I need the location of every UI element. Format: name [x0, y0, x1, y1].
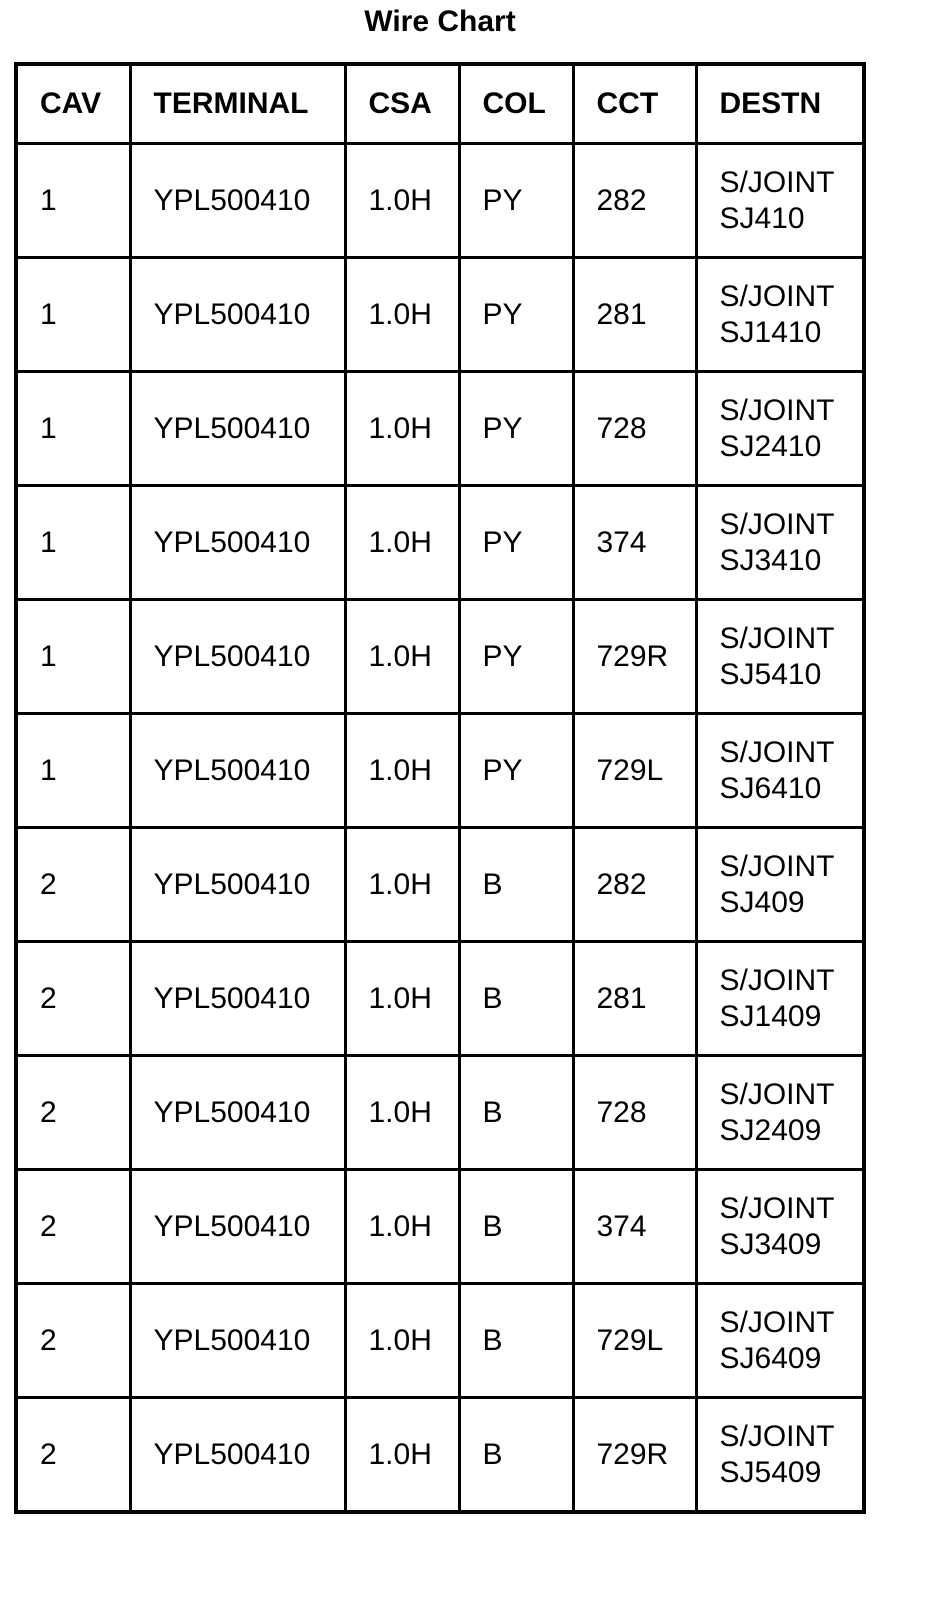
cell-cct: 729L [573, 714, 696, 828]
destn-line-1: S/JOINT [719, 735, 835, 769]
cell-cct: 729R [573, 1398, 696, 1513]
cell-destn [696, 942, 864, 1056]
cell-cav: 1 [16, 714, 130, 828]
destn-line-2: SJ410 [719, 201, 805, 235]
destn-line-1: S/JOINT [719, 963, 835, 997]
cell-col: PY [459, 486, 573, 600]
destn-line-1: S/JOINT [719, 849, 835, 883]
cell-cct: 729R [573, 600, 696, 714]
cell-destn [696, 372, 864, 486]
cell-csa: 1.0H [345, 714, 459, 828]
cell-terminal: YPL500410 [130, 1056, 345, 1170]
header-col: COL [459, 64, 573, 144]
table-row [16, 144, 864, 258]
cell-col: PY [459, 258, 573, 372]
destn-line-1: S/JOINT [719, 621, 835, 655]
cell-terminal: YPL500410 [130, 942, 345, 1056]
table-row [16, 828, 864, 942]
destn-line-1: S/JOINT [719, 1305, 835, 1339]
cell-csa: 1.0H [345, 942, 459, 1056]
cell-csa: 1.0H [345, 258, 459, 372]
table-row [16, 600, 864, 714]
cell-cav: 1 [16, 258, 130, 372]
cell-cct: 728 [573, 372, 696, 486]
table-row [16, 1398, 864, 1513]
cell-csa: 1.0H [345, 1170, 459, 1284]
cell-cav: 2 [16, 1398, 130, 1513]
cell-csa: 1.0H [345, 1056, 459, 1170]
cell-cct: 282 [573, 828, 696, 942]
cell-csa: 1.0H [345, 1284, 459, 1398]
destn-line-2: SJ6409 [719, 1341, 822, 1375]
destn-line-1: S/JOINT [719, 1419, 835, 1453]
cell-cav: 1 [16, 600, 130, 714]
cell-destn [696, 258, 864, 372]
cell-cav: 1 [16, 372, 130, 486]
destn-line-2: SJ5409 [719, 1455, 822, 1489]
cell-col: PY [459, 714, 573, 828]
cell-destn [696, 828, 864, 942]
cell-cct: 728 [573, 1056, 696, 1170]
cell-col: B [459, 942, 573, 1056]
cell-cav: 2 [16, 1056, 130, 1170]
table-row [16, 714, 864, 828]
cell-terminal: YPL500410 [130, 258, 345, 372]
destn-line-1: S/JOINT [719, 1077, 835, 1111]
destn-line-1: S/JOINT [719, 393, 835, 427]
table-row [16, 942, 864, 1056]
table-row [16, 1056, 864, 1170]
cell-cct: 282 [573, 144, 696, 258]
table-body [16, 144, 864, 1513]
cell-terminal: YPL500410 [130, 1284, 345, 1398]
destn-line-1: S/JOINT [719, 165, 835, 199]
cell-terminal: YPL500410 [130, 600, 345, 714]
cell-csa: 1.0H [345, 486, 459, 600]
destn-line-1: S/JOINT [719, 507, 835, 541]
cell-destn [696, 714, 864, 828]
cell-destn [696, 1284, 864, 1398]
table-row [16, 258, 864, 372]
cell-terminal: YPL500410 [130, 372, 345, 486]
cell-terminal: YPL500410 [130, 1170, 345, 1284]
destn-line-2: SJ2409 [719, 1113, 822, 1147]
cell-cav: 2 [16, 1284, 130, 1398]
table-row [16, 1170, 864, 1284]
destn-line-2: SJ6410 [719, 771, 822, 805]
cell-terminal: YPL500410 [130, 828, 345, 942]
cell-col: PY [459, 372, 573, 486]
cell-cav: 2 [16, 942, 130, 1056]
cell-csa: 1.0H [345, 144, 459, 258]
cell-terminal: YPL500410 [130, 144, 345, 258]
cell-terminal: YPL500410 [130, 1398, 345, 1513]
cell-destn [696, 1056, 864, 1170]
cell-cav: 2 [16, 1170, 130, 1284]
cell-col: B [459, 828, 573, 942]
cell-destn [696, 1170, 864, 1284]
page-title: Wire Chart [364, 5, 516, 38]
cell-cav: 1 [16, 144, 130, 258]
destn-line-1: S/JOINT [719, 279, 835, 313]
destn-line-2: SJ409 [719, 885, 805, 919]
cell-cct: 374 [573, 486, 696, 600]
header-csa: CSA [345, 64, 459, 144]
cell-col: PY [459, 144, 573, 258]
cell-cav: 1 [16, 486, 130, 600]
cell-csa: 1.0H [345, 828, 459, 942]
destn-line-2: SJ1409 [719, 999, 822, 1033]
cell-csa: 1.0H [345, 600, 459, 714]
destn-line-2: SJ3409 [719, 1227, 822, 1261]
header-destn: DESTN [696, 64, 864, 144]
cell-destn [696, 600, 864, 714]
table-row [16, 372, 864, 486]
cell-destn [696, 1398, 864, 1513]
cell-col: B [459, 1284, 573, 1398]
cell-destn [696, 486, 864, 600]
cell-cav: 2 [16, 828, 130, 942]
destn-line-1: S/JOINT [719, 1191, 835, 1225]
destn-line-2: SJ1410 [719, 315, 822, 349]
cell-col: PY [459, 600, 573, 714]
destn-line-2: SJ5410 [719, 657, 822, 691]
cell-destn [696, 144, 864, 258]
wire-chart-table [14, 62, 866, 1514]
destn-line-2: SJ2410 [719, 429, 822, 463]
cell-col: B [459, 1056, 573, 1170]
cell-cct: 281 [573, 258, 696, 372]
cell-csa: 1.0H [345, 1398, 459, 1513]
cell-cct: 729L [573, 1284, 696, 1398]
cell-cct: 374 [573, 1170, 696, 1284]
table-row [16, 486, 864, 600]
cell-col: B [459, 1170, 573, 1284]
cell-csa: 1.0H [345, 372, 459, 486]
cell-terminal: YPL500410 [130, 486, 345, 600]
table-row [16, 1284, 864, 1398]
cell-terminal: YPL500410 [130, 714, 345, 828]
destn-line-2: SJ3410 [719, 543, 822, 577]
header-row [16, 64, 864, 144]
header-cct: CCT [573, 64, 696, 144]
cell-cct: 281 [573, 942, 696, 1056]
header-cav: CAV [16, 64, 130, 144]
cell-col: B [459, 1398, 573, 1513]
header-terminal: TERMINAL [130, 64, 345, 144]
